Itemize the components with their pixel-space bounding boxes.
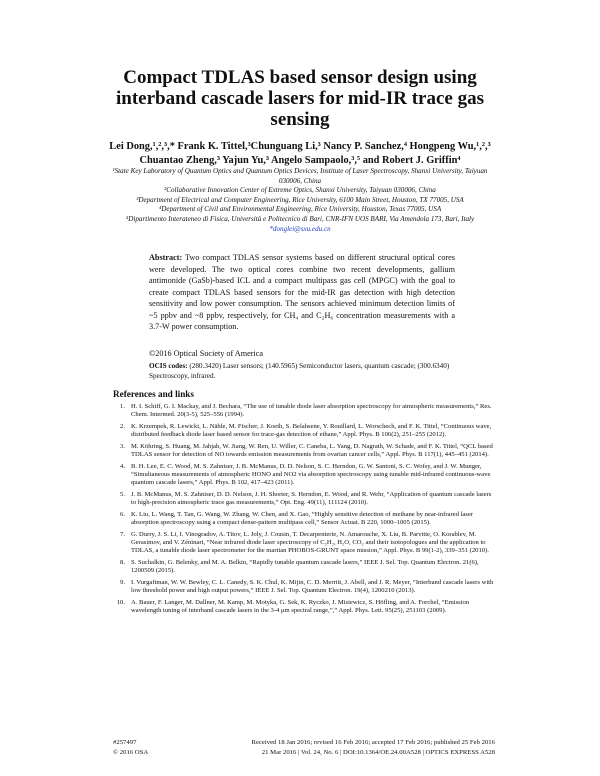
reference-text: S. Suchalkin, G. Belenky, and M. A. Belkin, “Rapidly tunable quantum cascade lasers,” IEEE J. Sel. Top. Quantum Electron. 21(6), 1200509 (2015). (131, 558, 479, 575)
reference-item (113, 463, 495, 488)
reference-text: I. Vurgaftman, W. W. Bewley, C. L. Canedy, S. K. Chul, K. Mijin, C. D. Merritt, J. Abell, and J. R. Meyer, “Interband cascade lasers with low threshold power and high output powers,” IEEE J. Sel. Top. Quantum Electron. 19(4), 1200210 (2013). (131, 578, 494, 595)
affiliation-2: ²Collaborative Innovation Center of Extreme Optics, Shanxi University, Taiyuan 030006, China (164, 186, 436, 195)
reference-number: 4. (120, 462, 125, 470)
affiliation-4: ⁴Department of Civil and Environmental Engineering, Rice University, Houston, Texas 77005, USA (158, 205, 442, 214)
corresponding-email-link[interactable]: *donglei@sxu.edu.cn (269, 224, 331, 233)
reference-number: 8. (120, 558, 125, 566)
affiliation-5: ⁵Dipartimento Interateneo di Fisica, Università e Politecnico di Bari, CNR-IFN UOS BARI, Via Amendola 173, Bari, Italy (125, 214, 475, 223)
reference-item (113, 579, 495, 596)
page-footer (113, 738, 495, 757)
journal-citation: 21 Mar 2016 | Vol. 24, No. 6 | DOI:10.1364/OE.24.00A528 | OPTICS EXPRESS A528 (261, 748, 495, 756)
ocis-label: OCIS codes: (149, 362, 188, 370)
reference-item (113, 423, 495, 440)
ocis-text: (280.3420) Laser sensors; (140.5965) Semiconductor lasers, quantum cascade; (300.6340) Spectroscopy, infrared. (149, 362, 450, 380)
reference-item (113, 511, 495, 528)
copyright-notice: ©2016 Optical Society of America (149, 349, 263, 358)
reference-text: M. Köhring, S. Huang, M. Jahjah, W. Jiang, W. Ren, U. Willer, C. Caneba, L. Yang, D. Nagrath, W. Schade, and F. K. Tittel, “QCL based TDLAS sensor for detection of NO towards emission measurements from ovarian cancer cells,” Appl. Phys. B 117(1), 445–451 (2014). (131, 442, 493, 459)
reference-text: J. B. McManus, M. S. Zahniser, D. D. Nelson, J. H. Shorter, S. Herndon, E. Wood, and R. Wehr, “Application of quantum cascade lasers to high-precision atmospheric trace gas measurements,” Opt. Eng. 49(11), 111124 (2010). (131, 490, 492, 507)
footer-copyright: © 2016 OSA (113, 748, 149, 756)
abstract-text: Two compact TDLAS sensor systems based on different structural optical cores were developed. The two optical cores combine two recent developments, gallium antimonide (GaSb)-based ICL and a compact multipass gas cell (MPGC) with the goal to create compact TDLAS based sensors for the mid-IR gas detection with high detection sensitivity and low power consumption. The sensors achieved minimum detection limits of ~5 ppbv and ~8 ppbv, respectively, for CH₄ and C₂H₆ concentration measurements with a 3.7-W power consumption. (149, 253, 455, 331)
paper-title: Compact TDLAS based sensor design using interband cascade lasers for mid-IR trace gas sensing (116, 67, 484, 130)
reference-item (113, 531, 495, 556)
author-line-2: Chuantao Zheng,³ Yajun Yu,³ Angelo Sampaolo,³,⁵ and Robert J. Griffin⁴ (139, 155, 461, 166)
reference-text: K. Liu, L. Wang, T. Tan, G. Wang, W. Zhang, W. Chen, and X. Gao, “Highly sensitive detection of methane by near-infrared laser absorption spectroscopy using a compact dense-pattern multipass cell,” Sensor Actuat. B 220, 1000–1005 (2015). (131, 510, 473, 527)
reference-text: A. Bauer, F. Langer, M. Dallner, M. Kamp, M. Motyka, G. Sek, K. Ryczko, J. Misiewicz, S. Höfling, and A. Forchel, “Emission wavelength tuning of interband cascade lasers in the 3-4 μm spectral range,”,” Appl. Phys. Lett. 95(25), 251103 (2009). (131, 598, 470, 614)
author-line-1: Lei Dong,¹,²,³,* Frank K. Tittel,³Chunguang Li,³ Nancy P. Sanchez,⁴ Hongpeng Wu,¹,²,³ (109, 141, 491, 152)
reference-number: 9. (120, 578, 125, 586)
received-dates: Received 18 Jan 2016; revised 16 Feb 2016; accepted 17 Feb 2016; published 25 Feb 2016 (251, 739, 495, 746)
article-id: #257497 (113, 739, 137, 746)
abstract (149, 252, 455, 333)
references-list (113, 403, 495, 619)
affiliations (112, 167, 488, 234)
affiliation-1: ¹State Key Laboratory of Quantum Optics and Quantum Optics Devices, Institute of Laser Spectroscopy, Shanxi University, Taiyuan 030006, China (112, 167, 488, 185)
reference-number: 1. (120, 403, 125, 410)
reference-number: 10. (116, 598, 125, 606)
reference-item (113, 403, 495, 420)
reference-number: 5. (120, 490, 125, 498)
reference-item (113, 491, 495, 508)
reference-text: B. H. Lee, E. C. Wood, M. S. Zahniser, J. B. McManus, D. D. Nelson, S. C. Herndon, G. W. Santoni, S. C. Wofsy, and J. W. Munger, “Simultaneous measurements of atmospheric HONO and NO2 via absorption spectroscopy using tunable mid-infrared continuous-wave quantum cascade lasers,” Appl. Phys. B 102, 417–423 (2011). (131, 462, 491, 487)
reference-text: G. Durry, J. S. Li, I. Vinogradov, A. Titov, L. Joly, J. Cousin, T. Decarpenterie, N. Amarouche, X. Liu, B. Parvitte, O. Korablev, M. Gerasimov, and V. Zéninari, “Near infrared diode laser spectroscopy of C₂H₂, H₂O, CO₂ and their isotopologues and the application to TDLAS, a tunable diode laser spectrometer for the martian PHOBOS-GRUNT space mission,” Appl. Phys. B 99(1-2), 339–351 (2010). (131, 530, 489, 555)
reference-number: 6. (120, 510, 125, 518)
reference-number: 2. (120, 422, 125, 430)
reference-text: H. I. Schiff, G. I. Mackay, and J. Bechara, “The use of tunable diode laser absorption spectroscopy for atmospheric measurements,” Res. Chem. Intermed. 20(3-5), 525–556 (1994). (131, 403, 492, 419)
reference-number: 7. (120, 530, 125, 538)
reference-number: 3. (120, 442, 125, 450)
reference-item (113, 559, 495, 576)
reference-item (113, 443, 495, 460)
reference-item (113, 599, 495, 616)
reference-text: K. Krzempek, R. Lewicki, L. Nähle, M. Fischer, J. Koeth, S. Belahsene, Y. Rouillard, L. Worschech, and F. K. Tittel, “Continuous wave, distributed feedback diode laser based sensor for trace-gas detection of ethane,” Appl. Phys. B 106(2), 251–255 (2012). (131, 422, 492, 439)
affiliation-3: ³Department of Electrical and Computer Engineering, Rice University, 6100 Main Street, Houston, TX 77005, USA (136, 195, 464, 204)
author-list (90, 140, 510, 168)
ocis-codes (149, 362, 455, 381)
references-heading: References and links (113, 389, 194, 399)
abstract-label: Abstract: (149, 253, 183, 262)
